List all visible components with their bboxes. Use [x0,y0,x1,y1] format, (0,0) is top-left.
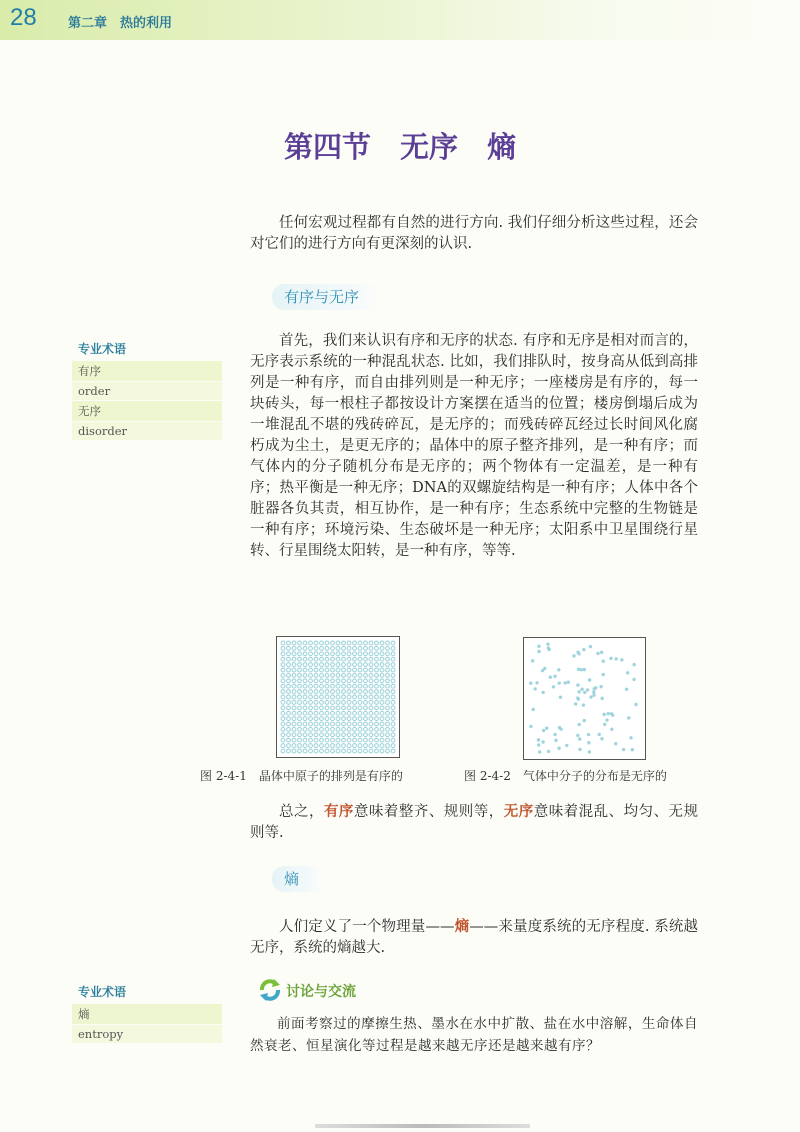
entropy-text: ——来量度系统的无序程度. 系统越无序，系统的熵越大. [250,919,699,956]
chapter-title: 第二章 热的利用 [68,16,173,31]
crystal-atoms-diagram [277,637,399,757]
highlight-entropy: 熵 [454,918,470,935]
gas-molecules-diagram [524,638,645,759]
intro-paragraph: 任何宏观过程都有自然的进行方向. 我们仔细分析这些过程，还会对它们的进行方向有更深刻的认识. [250,215,698,252]
subheading-entropy: 熵 [272,866,323,892]
term-item: disorder [72,422,222,441]
page-header [0,0,800,40]
highlight-ordered: 有序 [323,803,354,820]
footer-divider [315,1124,530,1128]
order-disorder-paragraph: 首先，我们来认识有序和无序的状态. 有序和无序是相对而言的，无序表示系统的一种混乱状态. 比如，我们排队时，按身高从低到高排列是一种有序，而自由排列则是一种无序；一座楼房是有序的，每一块砖头，每一根柱子都按设计方案摆在适当的位置；楼房倒塌后成为一堆混乱不堪的残砖碎瓦，是无序的；而残砖碎瓦经过长时间风化腐朽成为尘土，是更无序的；晶体中的原子整齐排列，是一种有序；而气体内的分子随机分布是无序的；两个物体有一定温差，是一种有序；热平衡是一种无序；DNA的双螺旋结构是一种有序；人体中各个脏器各负其责，相互协作，是一种有序；生态系统中完整的生物链是一种有序；环境污染、生态破坏是一种无序；太阳系中卫星围绕行星转、行星围绕太阳转，是一种有序，等等. [250,333,698,559]
gas-figure [523,637,646,760]
term-box-heading: 专业术语 [78,985,127,999]
summary-paragraph [250,801,698,844]
section-title: 第四节 无序 熵 [283,130,516,164]
term-item: order [72,382,222,401]
highlight-disordered: 无序 [503,803,534,820]
figure-caption-2: 图 2-4-2 气体中分子的分布是无序的 [464,769,667,783]
summary-text: 意味着整齐、规则等， [353,804,504,820]
term-box-1 [72,340,222,441]
recycle-arrows-icon [258,978,282,1002]
crystal-figure [276,636,400,758]
term-box-heading: 专业术语 [78,342,127,356]
term-item: 有序 [72,361,222,382]
entropy-paragraph [250,916,698,959]
term-item: 无序 [72,401,222,422]
discussion-text: 前面考察过的摩擦生热、墨水在水中扩散、盐在水中溶解，生命体自然衰老、恒星演化等过程是越来越无序还是越来越有序？ [250,1016,698,1054]
figure-caption-1: 图 2-4-1 晶体中原子的排列是有序的 [200,769,403,783]
discussion-banner [258,978,378,1002]
term-item: 熵 [72,1004,222,1025]
page-number: 28 [10,4,37,31]
discussion-label: 讨论与交流 [286,984,356,1000]
subheading-order-disorder: 有序与无序 [272,284,383,310]
summary-text: 总之， [279,804,324,820]
term-item: entropy [72,1025,222,1044]
entropy-text: 人们定义了一个物理量—— [279,919,455,935]
summary-text: 意味着混乱、均匀、无规则等. [250,804,699,841]
term-box-2 [72,983,222,1044]
